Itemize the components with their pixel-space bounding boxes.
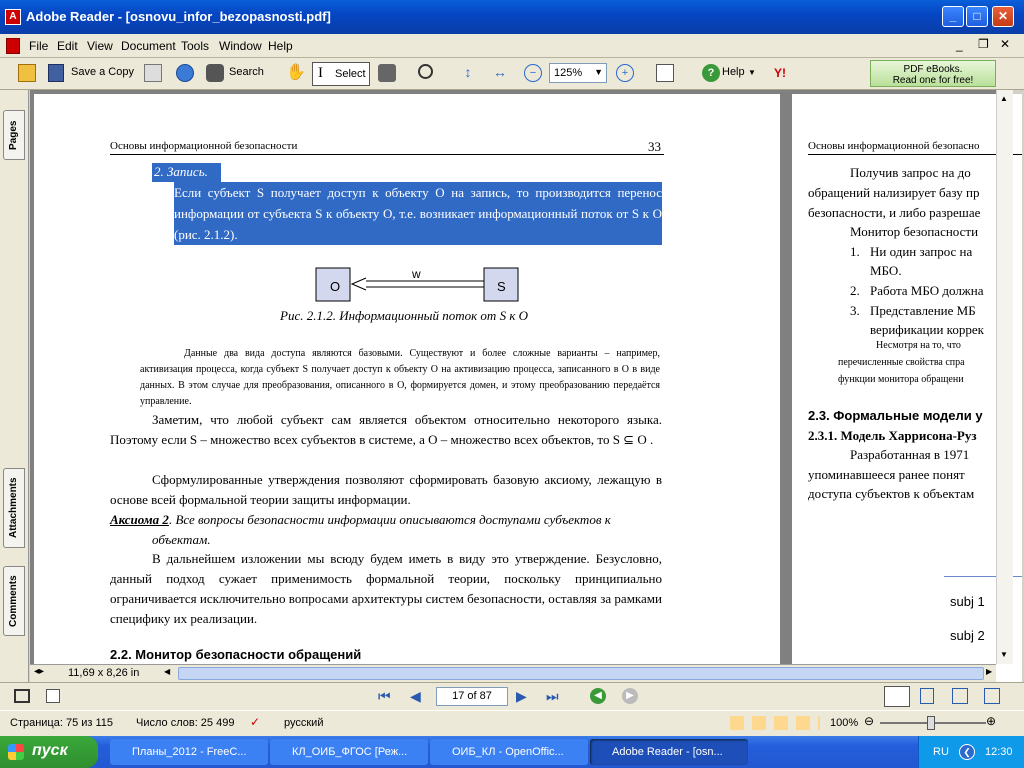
minimize-button[interactable]: _ xyxy=(942,6,964,27)
axiom-paragraph xyxy=(110,510,662,550)
vertical-scrollbar[interactable] xyxy=(996,90,1013,664)
print-icon[interactable] xyxy=(144,64,162,82)
page2-list-2: Работа МБО должна xyxy=(870,283,984,298)
arrow-label: w xyxy=(412,267,421,281)
zoom-combobox[interactable] xyxy=(549,63,607,83)
task-adobe-reader[interactable]: Adobe Reader - [osn... xyxy=(590,739,748,765)
menu-bar xyxy=(0,34,1024,58)
zoom-plus-icon[interactable]: ⊕ xyxy=(986,714,997,728)
resize-arrows-icon: ◂▸ xyxy=(34,666,45,677)
doc-icon xyxy=(6,38,20,54)
page2-line-4: Монитор безопасности xyxy=(850,224,979,239)
fit-height-icon[interactable]: ↕ xyxy=(464,64,472,80)
scroll-right-arrow-icon[interactable]: ▶ xyxy=(986,667,993,676)
scroll-left-arrow-icon[interactable]: ◀ xyxy=(164,667,171,676)
ebooks-line1: PDF eBooks. xyxy=(903,64,963,75)
search-button[interactable]: Search xyxy=(229,66,264,78)
page2-header-title: Основы информационной безопасно xyxy=(808,140,980,152)
page2-para-3: доступа субъектов к объектам xyxy=(808,486,975,501)
view-layout-icons[interactable] xyxy=(730,716,820,730)
first-page-icon[interactable]: ⏮ xyxy=(378,688,391,704)
page-size-label: 11,69 x 8,26 in xyxy=(68,667,140,679)
status-page: Страница: 75 из 115 xyxy=(10,717,114,729)
page2-para-1: Разработанная в 1971 xyxy=(850,447,970,462)
single-page-icon[interactable] xyxy=(884,686,910,707)
page-navigation-bar xyxy=(0,682,1024,710)
subj-1-label: subj 1 xyxy=(950,594,985,609)
page-number-value: 17 of 87 xyxy=(452,690,492,702)
horizontal-scrollbar[interactable] xyxy=(178,667,984,680)
page-number: 33 xyxy=(648,139,661,154)
status-zoom: 100% xyxy=(830,717,859,729)
page2-line-1: Получив запрос на до xyxy=(850,165,971,180)
axiom-text: . Все вопросы безопасности информации описываются доступами субъектов к объектам. xyxy=(152,512,611,547)
page2-list-num-1: 1. xyxy=(850,244,860,259)
taskbar xyxy=(0,736,1024,768)
task-openoffice[interactable]: ОИБ_КЛ - OpenOffic... xyxy=(430,739,588,765)
adobe-app-icon: A xyxy=(5,9,21,25)
facing-icon[interactable] xyxy=(952,688,968,704)
snapshot-camera-icon[interactable] xyxy=(378,64,396,82)
box-o-label: O xyxy=(330,279,341,294)
status-bar xyxy=(0,710,1024,736)
page2-header-rule xyxy=(808,154,1022,155)
next-page-icon[interactable]: ▶ xyxy=(516,688,527,704)
spellcheck-icon[interactable]: ✓ xyxy=(250,715,261,729)
page-info-bar xyxy=(30,664,996,682)
document-area xyxy=(30,90,996,664)
go-forward-icon[interactable]: ▶ xyxy=(622,688,638,704)
zoom-slider-thumb[interactable] xyxy=(927,716,935,730)
maximize-button[interactable]: □ xyxy=(966,6,988,27)
help-icon[interactable]: ? xyxy=(702,64,720,82)
continuous-facing-icon[interactable] xyxy=(984,688,1000,704)
tab-attachments[interactable]: Attachments xyxy=(3,468,25,548)
chevron-down-icon[interactable]: ▼ xyxy=(748,68,756,77)
page-layout-icon[interactable] xyxy=(656,64,674,82)
zoom-in-tool-icon[interactable] xyxy=(418,64,433,79)
paragraph-3: В дальнейшем изложении мы всюду будем иметь в виду это утверждение. Безусловно, данный подход сужает применимость формальной теории, поскольку принципиально ограничивается исключительно вопросами архитектуры систем безопасности, оставляя за рамками специфику их реализации. xyxy=(110,551,662,626)
scroll-down-arrow-icon[interactable]: ▼ xyxy=(1000,650,1008,659)
subj-2-label: subj 2 xyxy=(950,628,985,643)
page2-heading-2: 2.3.1. Модель Харрисона-Руз xyxy=(808,428,977,443)
axiom-label: Аксиома 2 xyxy=(110,512,169,527)
start-button[interactable] xyxy=(0,736,98,768)
menu-document[interactable]: Document xyxy=(121,39,176,53)
fit-width-icon[interactable]: ↔ xyxy=(493,64,507,80)
page2-small-2: перечисленные свойства спра xyxy=(838,357,965,368)
small-paragraph: Данные два вида доступа являются базовыми. Существуют и более сложные варианты – например, активизация процесса, когда субъект S получает доступ к объекту O на активизацию процесса, записанного в O в виде данных. В этом случае для преобразования, описанного в O, формируется домен, и этому преобразованию передаётся управление. xyxy=(140,348,660,407)
close-button[interactable]: ✕ xyxy=(992,6,1014,27)
flow-arrow xyxy=(352,278,366,290)
tray-arrow-icon[interactable]: ❮ xyxy=(959,744,975,760)
ebooks-banner[interactable] xyxy=(870,60,996,87)
box-s-label: S xyxy=(497,279,506,294)
tab-comments[interactable]: Comments xyxy=(3,566,25,636)
continuous-icon[interactable] xyxy=(920,688,934,704)
menu-view[interactable]: View xyxy=(87,39,113,53)
menu-file[interactable]: File xyxy=(29,39,49,53)
save-icon[interactable] xyxy=(48,64,64,82)
tab-pages[interactable]: Pages xyxy=(3,110,25,160)
page2-line-2: обращений нализирует базу пр xyxy=(808,185,980,200)
menu-tools[interactable]: Tools xyxy=(181,39,210,53)
status-words: Число слов: 25 499 xyxy=(136,717,235,729)
selected-item-text[interactable]: Если субъект S получает доступ к объекту O на запись, то производится перенос информации от субъекта S к объекту O, т.е. возникает информационный поток от S к O (рис. 2.1.2). xyxy=(174,182,662,245)
page2-list-3a: Представление МБ xyxy=(870,303,976,318)
pdf-page-33 xyxy=(34,94,780,694)
page-header-title: Основы информационной безопасности xyxy=(110,140,298,152)
select-tool-button[interactable] xyxy=(312,62,370,86)
page-view-icon[interactable] xyxy=(46,689,60,703)
page2-small-3: функции монитора обращени xyxy=(838,374,964,385)
title-bar xyxy=(0,0,1024,34)
page2-heading-1: 2.3. Формальные модели у xyxy=(808,408,983,423)
tray-clock: 12:30 xyxy=(985,746,1013,758)
save-copy-button[interactable]: Save a Copy xyxy=(71,66,134,78)
tray-language[interactable]: RU xyxy=(933,746,949,758)
page2-small-1: Несмотря на то, что xyxy=(876,340,961,351)
scroll-up-arrow-icon[interactable]: ▲ xyxy=(1000,94,1008,103)
open-folder-icon[interactable] xyxy=(18,64,36,82)
task-klo-ib-fgos[interactable]: КЛ_ОИБ_ФГОС [Реж... xyxy=(270,739,428,765)
page2-list-num-3: 3. xyxy=(850,303,860,318)
previous-page-icon[interactable]: ◀ xyxy=(410,688,421,704)
status-language[interactable]: русский xyxy=(284,717,324,729)
page2-list-1a: Ни один запрос на xyxy=(870,244,973,259)
menu-help[interactable]: Help xyxy=(268,39,293,53)
last-page-icon[interactable]: ⏭ xyxy=(546,688,559,704)
menu-window[interactable]: Window xyxy=(219,39,262,53)
doc-restore-button[interactable]: ❐ xyxy=(978,37,989,51)
select-label: Select xyxy=(335,68,366,80)
toolbar xyxy=(0,58,1024,90)
figure-caption: Рис. 2.1.2. Информационный поток от S к O xyxy=(280,308,529,323)
paragraph-2: Сформулированные утверждения позволяют сформировать базовую аксиому, лежащую в основе всей формальной теории защиты информации. xyxy=(110,472,662,507)
navigation-panel xyxy=(0,90,29,682)
zoom-out-icon[interactable]: − xyxy=(524,64,542,82)
zoom-value: 125% xyxy=(554,67,583,79)
selected-item-title[interactable]: 2. Запись. xyxy=(152,163,221,182)
yahoo-icon[interactable]: Y! xyxy=(774,66,786,80)
menu-edit[interactable]: Edit xyxy=(57,39,78,53)
zoom-in-icon[interactable]: + xyxy=(616,64,634,82)
go-back-icon[interactable]: ◀ xyxy=(590,688,606,704)
window-title: Adobe Reader - [osnovu_infor_bezopasnosti.pdf] xyxy=(26,9,331,24)
page2-list-3b: верификации коррек xyxy=(870,322,984,337)
section-heading: 2.2. Монитор безопасности обращений xyxy=(110,647,362,662)
search-binoculars-icon[interactable] xyxy=(206,64,224,82)
start-label: пуск xyxy=(32,742,68,759)
page2-list-1b: МБО. xyxy=(870,263,902,278)
header-rule xyxy=(110,154,664,155)
windows-logo-icon xyxy=(8,744,24,760)
zoom-minus-icon[interactable]: ⊖ xyxy=(864,714,875,728)
doc-minimize-button[interactable]: _ xyxy=(956,38,963,52)
page-number-field[interactable] xyxy=(436,687,508,706)
hand-tool-icon[interactable]: ✋ xyxy=(286,64,306,81)
ebooks-line2: Read one for free! xyxy=(892,75,974,86)
paragraph-1: Заметим, что любой субъект сам является объектом относительно некоторого языка. Поэтому если S – множество всех субъектов в системе, а O – множество всех объектов, то S ⊆ O . xyxy=(110,412,662,447)
page2-list-num-2: 2. xyxy=(850,283,860,298)
help-button[interactable]: Help xyxy=(722,66,745,78)
system-tray xyxy=(918,736,1024,768)
panel-toggle-icon[interactable] xyxy=(14,689,30,703)
task-freecommander[interactable]: Планы_2012 - FreeC... xyxy=(110,739,268,765)
text-cursor-icon: I xyxy=(318,65,323,81)
doc-close-button[interactable]: ✕ xyxy=(1000,37,1011,51)
page2-para-2: упоминавшееся ранее понят xyxy=(808,467,965,482)
page2-line-3: безопасности, и либо разрешае xyxy=(808,205,981,220)
email-icon[interactable] xyxy=(176,64,194,82)
pdf-page-34 xyxy=(792,94,1022,694)
chevron-down-icon: ▼ xyxy=(594,67,603,77)
